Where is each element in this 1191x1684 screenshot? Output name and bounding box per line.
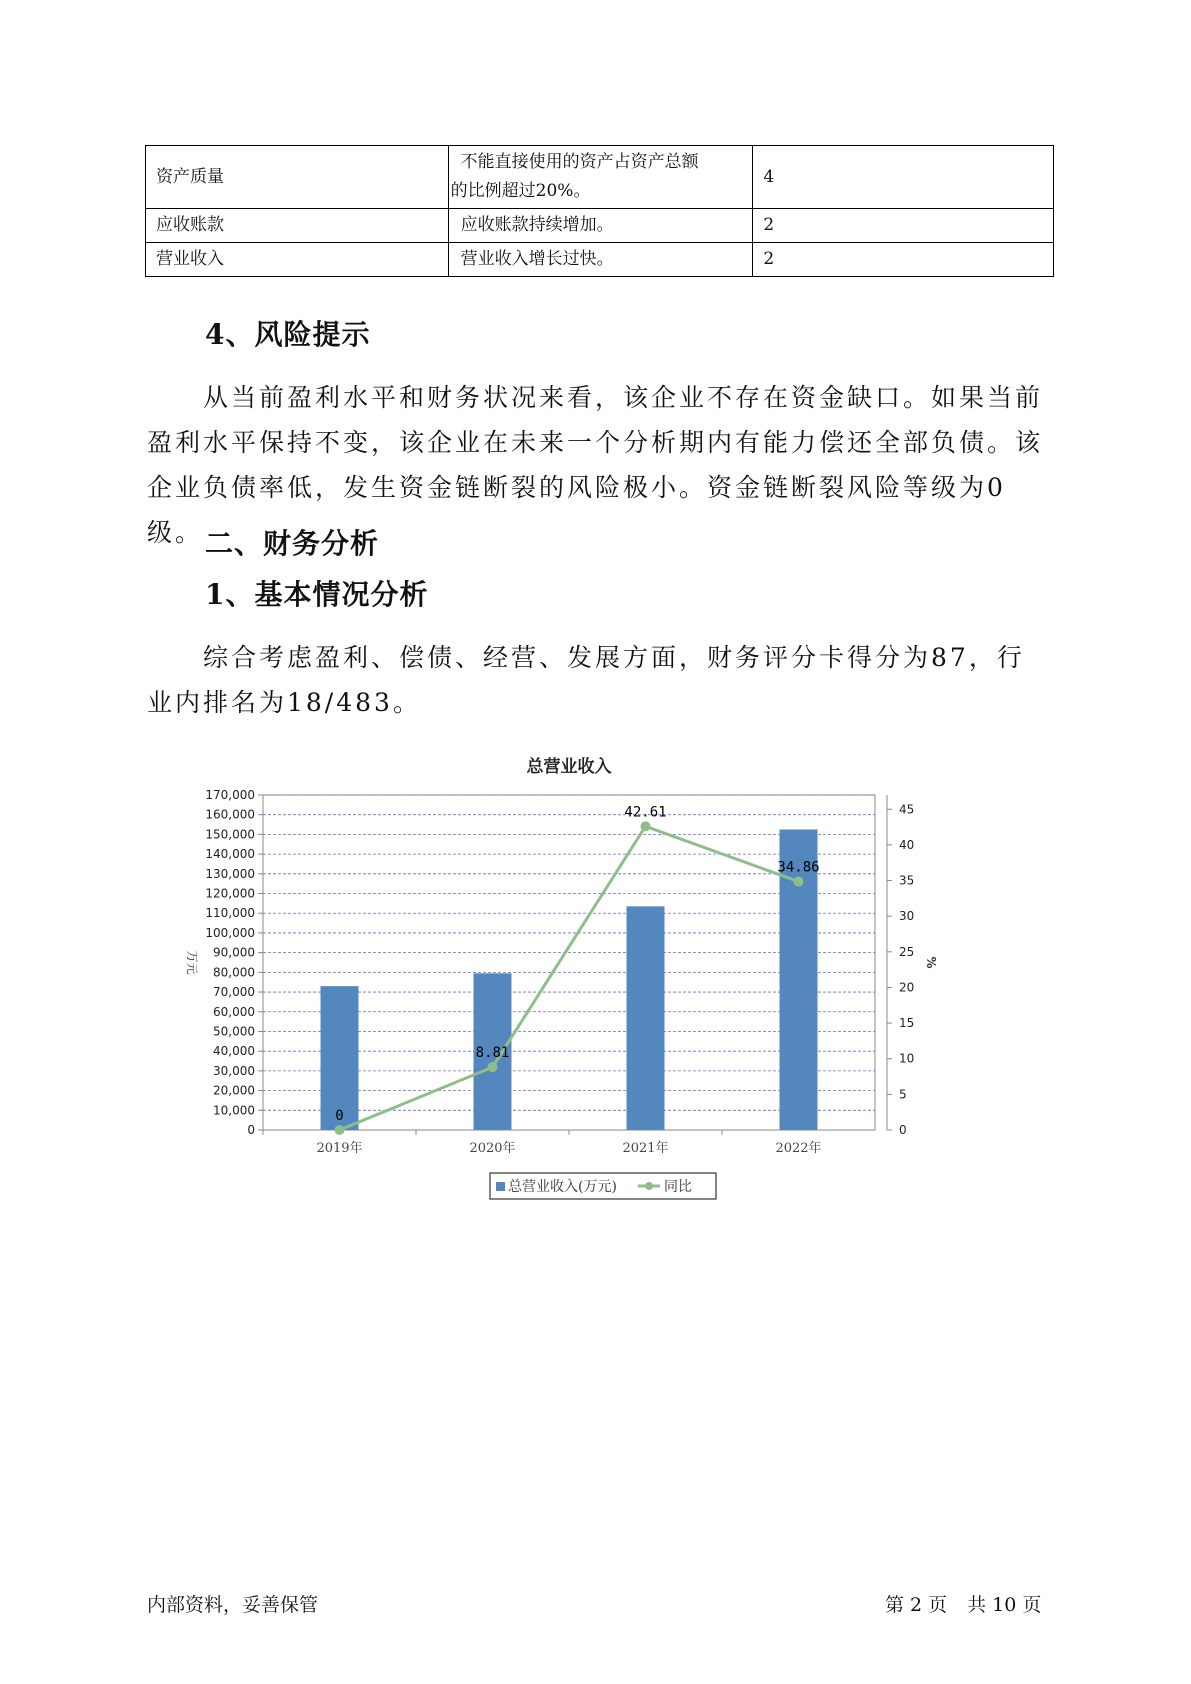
x-tick-label: 2019年	[316, 1141, 363, 1156]
chart-title: 总营业收入	[526, 757, 612, 777]
desc-line: 的比例超过20%。	[450, 181, 591, 201]
y-tick-label: 60,000	[213, 1004, 255, 1019]
table-cell-item: 应收账款	[146, 209, 449, 243]
total-prefix: 共	[967, 1594, 987, 1616]
table-row	[146, 209, 1054, 243]
table-cell-score: 4	[753, 146, 1054, 209]
section-heading-finance: 二、财务分析	[205, 527, 380, 560]
x-tick-label: 2020年	[469, 1141, 516, 1156]
x-tick-label: 2021年	[622, 1141, 669, 1156]
yoy-point	[335, 1125, 345, 1135]
y-tick-label: 40,000	[213, 1044, 255, 1059]
desc-line: 不能直接使用的资产占资产总额	[460, 152, 699, 172]
yoy-data-label: 0	[335, 1108, 344, 1124]
y-tick-label: 70,000	[213, 985, 255, 1000]
footer-page-number	[885, 1590, 1055, 1617]
y-tick-label: 10,000	[213, 1103, 255, 1118]
table-cell-desc	[448, 146, 753, 209]
section-heading-risk: 4、风险提示	[205, 318, 371, 351]
y-tick-label: 90,000	[213, 945, 255, 960]
y2-tick-label: 40	[899, 837, 915, 852]
y-tick-label: 20,000	[213, 1083, 255, 1098]
y2-tick-label: 45	[899, 802, 915, 817]
x-tick-label: 2022年	[775, 1141, 822, 1156]
table-cell-score: 2	[753, 243, 1054, 277]
yoy-point	[794, 877, 804, 887]
table-cell-item: 资产质量	[146, 146, 449, 209]
table-cell-desc: 营业收入增长过快。	[448, 243, 753, 277]
y2-tick-label: 25	[899, 944, 915, 959]
y2-tick-label: 15	[899, 1016, 915, 1031]
table-row	[146, 243, 1054, 277]
y2-tick-label: 20	[899, 980, 915, 995]
bar	[627, 906, 665, 1130]
yoy-data-label: 8.81	[475, 1045, 510, 1062]
legend-bar-swatch	[496, 1182, 505, 1191]
y-tick-label: 80,000	[213, 965, 255, 980]
y-tick-label: 150,000	[205, 827, 255, 842]
total-num: 10	[992, 1594, 1017, 1616]
y-tick-label: 0	[247, 1123, 255, 1137]
yoy-data-label: 34.86	[777, 859, 820, 876]
y2-tick-label: 30	[899, 909, 915, 924]
risk-paragraph: 从当前盈利水平和财务状况来看，该企业不存在资金缺口。如果当前盈利水平保持不变，该企业在未来一个分析期内有能力偿还全部负债。该企业负债率低，发生资金链断裂的风险极小。资金链断裂风险等级为0级。	[147, 383, 1044, 547]
y2-tick-label: 35	[899, 873, 915, 888]
y-tick-label: 50,000	[213, 1024, 255, 1039]
y-tick-label: 130,000	[205, 866, 255, 881]
y-tick-label: 170,000	[205, 788, 255, 802]
y-tick-label: 30,000	[213, 1063, 255, 1078]
revenue-chart	[170, 745, 1030, 1205]
table-cell-item: 营业收入	[146, 243, 449, 277]
y2-axis-label: %	[924, 956, 938, 969]
legend-bar-label: 总营业收入(万元)	[508, 1179, 617, 1195]
y-tick-label: 110,000	[205, 906, 255, 921]
section-heading-basic: 1、基本情况分析	[205, 578, 429, 611]
table-cell-score: 2	[753, 209, 1054, 243]
y2-tick-label: 0	[899, 1123, 907, 1137]
table-row	[146, 146, 1054, 209]
y2-tick-label: 10	[899, 1051, 915, 1066]
yoy-point	[488, 1062, 498, 1072]
yoy-data-label: 42.61	[624, 804, 667, 821]
y-tick-label: 120,000	[205, 886, 255, 901]
y-tick-label: 160,000	[205, 807, 255, 822]
page-prefix: 第	[885, 1594, 905, 1616]
y2-tick-label: 5	[899, 1087, 907, 1102]
page-num: 2	[910, 1594, 923, 1616]
page-unit: 页	[928, 1594, 948, 1616]
footer-confidential: 内部资料，妥善保管	[147, 1594, 319, 1616]
legend-line-marker	[645, 1182, 653, 1190]
yoy-point	[641, 821, 651, 831]
total-unit: 页	[1022, 1594, 1042, 1616]
y-axis-label: 万元	[185, 950, 199, 975]
y-tick-label: 100,000	[205, 925, 255, 940]
legend-line-label: 同比	[664, 1179, 692, 1195]
risk-table	[145, 145, 1054, 277]
basic-paragraph: 综合考虑盈利、偿债、经营、发展方面，财务评分卡得分为87，行业内排名为18/483。	[147, 643, 1025, 717]
y-tick-label: 140,000	[205, 847, 255, 862]
table-cell-desc: 应收账款持续增加。	[448, 209, 753, 243]
